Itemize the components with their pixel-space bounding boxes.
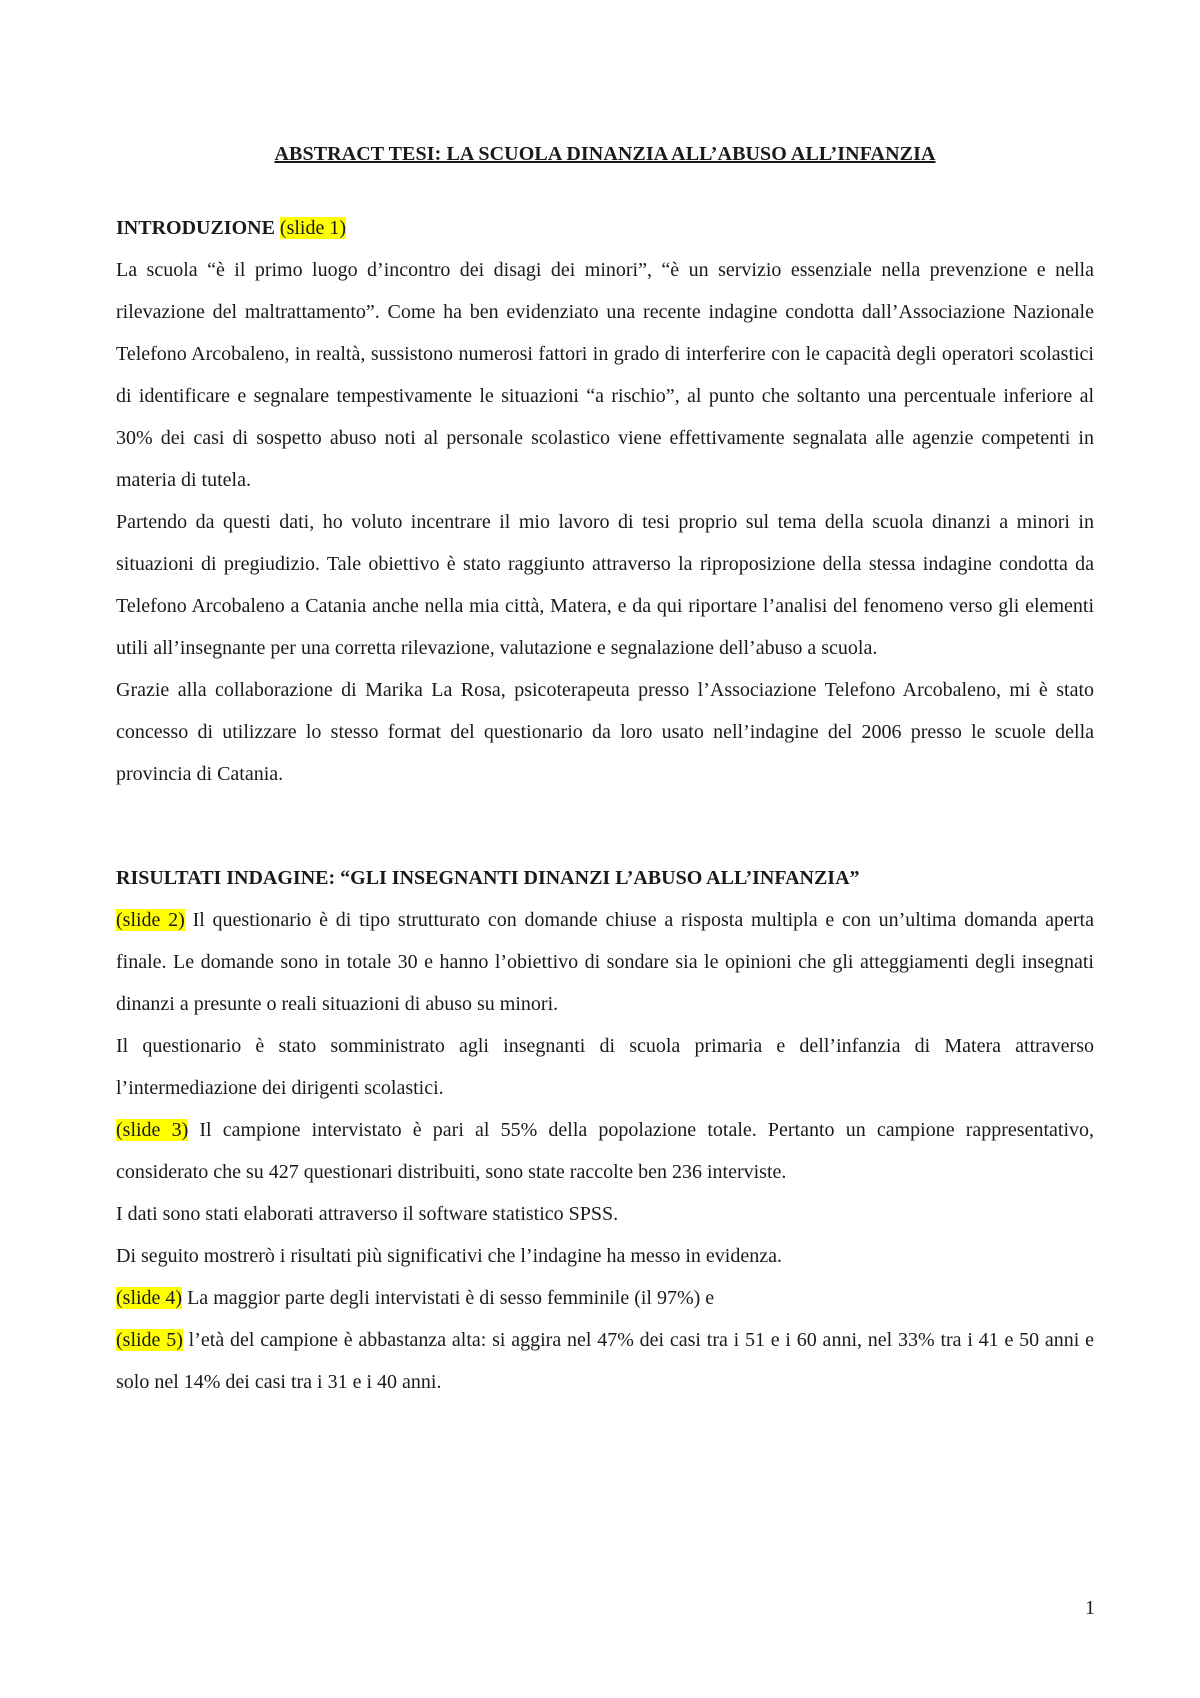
results-next-paragraph: Di seguito mostrerò i risultati più significativi che l’indagine ha messo in evidenza. — [116, 1245, 782, 1267]
slide-1-tag: (slide 1) — [279, 217, 347, 239]
results-admin-paragraph: Il questionario è stato somministrato agli insegnanti di scuola primaria e dell’infanzia di Matera attraverso l’intermediazione dei dirigenti scolastici. — [116, 1035, 1094, 1099]
results-heading: RISULTATI INDAGINE: “GLI INSEGNANTI DINANZI L’ABUSO ALL’INFANZIA” — [116, 867, 860, 889]
results-spss-paragraph: I dati sono stati elaborati attraverso il software statistico SPSS. — [116, 1203, 619, 1225]
intro-section — [116, 207, 1094, 795]
intro-paragraph-1: La scuola “è il primo luogo d’incontro dei disagi dei minori”, “è un servizio essenziale nella prevenzione e nella rilevazione del maltrattamento”. Come ha ben evidenziato una recente indagine condotta dall’Associazione Nazionale Telefono Arcobaleno, in realtà, sussistono numerosi fattori in grado di interferire con le capacità degli operatori scolastici di identificare e segnalare tempestivamente le situazioni “a rischio”, al punto che soltanto una percentuale inferiore al 30% dei casi di sospetto abuso noti al personale scolastico viene effettivamente segnalata alle agenzie competenti in materia di tutela. — [116, 259, 1094, 491]
slide-5-tag: (slide 5) — [116, 1329, 183, 1351]
page-number: 1 — [1085, 1597, 1095, 1619]
slide-2-text: Il questionario è di tipo strutturato con domande chiuse a risposta multipla e con un’ultima domanda aperta finale. Le domande sono in totale 30 e hanno l’obiettivo di sondare sia le opinioni che gli atteggiamenti degli insegnati dinanzi a presunte o reali situazioni di abuso su minori. — [116, 909, 1094, 1015]
results-slide-4-paragraph — [116, 1277, 1094, 1319]
results-slide-3-paragraph — [116, 1109, 1094, 1193]
slide-3-text: Il campione intervistato è pari al 55% della popolazione totale. Pertanto un campione rappresentativo, considerato che su 427 questionari distribuiti, sono state raccolte ben 236 interviste. — [116, 1119, 1095, 1183]
slide-2-tag: (slide 2) — [116, 909, 185, 931]
results-section — [116, 857, 1094, 1403]
results-slide-2-paragraph — [116, 899, 1094, 1025]
intro-heading-line — [116, 207, 1094, 249]
slide-4-tag: (slide 4) — [116, 1287, 183, 1309]
slide-4-text: La maggior parte degli intervistati è di sesso femminile (il 97%) e — [182, 1287, 715, 1309]
slide-5-text: l’età del campione è abbastanza alta: si aggira nel 47% dei casi tra i 51 e i 60 anni, nel 33% tra i 41 e 50 anni e solo nel 14% dei casi tra i 31 e i 40 anni. — [116, 1329, 1094, 1393]
intro-paragraph-2: Partendo da questi dati, ho voluto incentrare il mio lavoro di tesi proprio sul tema della scuola dinanzi a minori in situazioni di pregiudizio. Tale obiettivo è stato raggiunto attraverso la riproposizione della stessa indagine condotta da Telefono Arcobaleno a Catania anche nella mia città, Matera, e da qui riportare l’analisi del fenomeno verso gli elementi utili all’insegnante per una corretta rilevazione, valutazione e segnalazione dell’abuso a scuola. — [116, 511, 1094, 659]
slide-3-tag: (slide 3) — [116, 1119, 189, 1141]
intro-heading: INTRODUZIONE — [116, 217, 275, 239]
intro-paragraph-3: Grazie alla collaborazione di Marika La Rosa, psicoterapeuta presso l’Associazione Telefono Arcobaleno, mi è stato concesso di utilizzare lo stesso format del questionario da loro usato nell’indagine del 2006 presso le scuole della provincia di Catania. — [116, 679, 1094, 785]
results-slide-5-paragraph — [116, 1319, 1094, 1403]
document-title: ABSTRACT TESI: LA SCUOLA DINANZIA ALL’ABUSO ALL’INFANZIA — [274, 143, 936, 165]
